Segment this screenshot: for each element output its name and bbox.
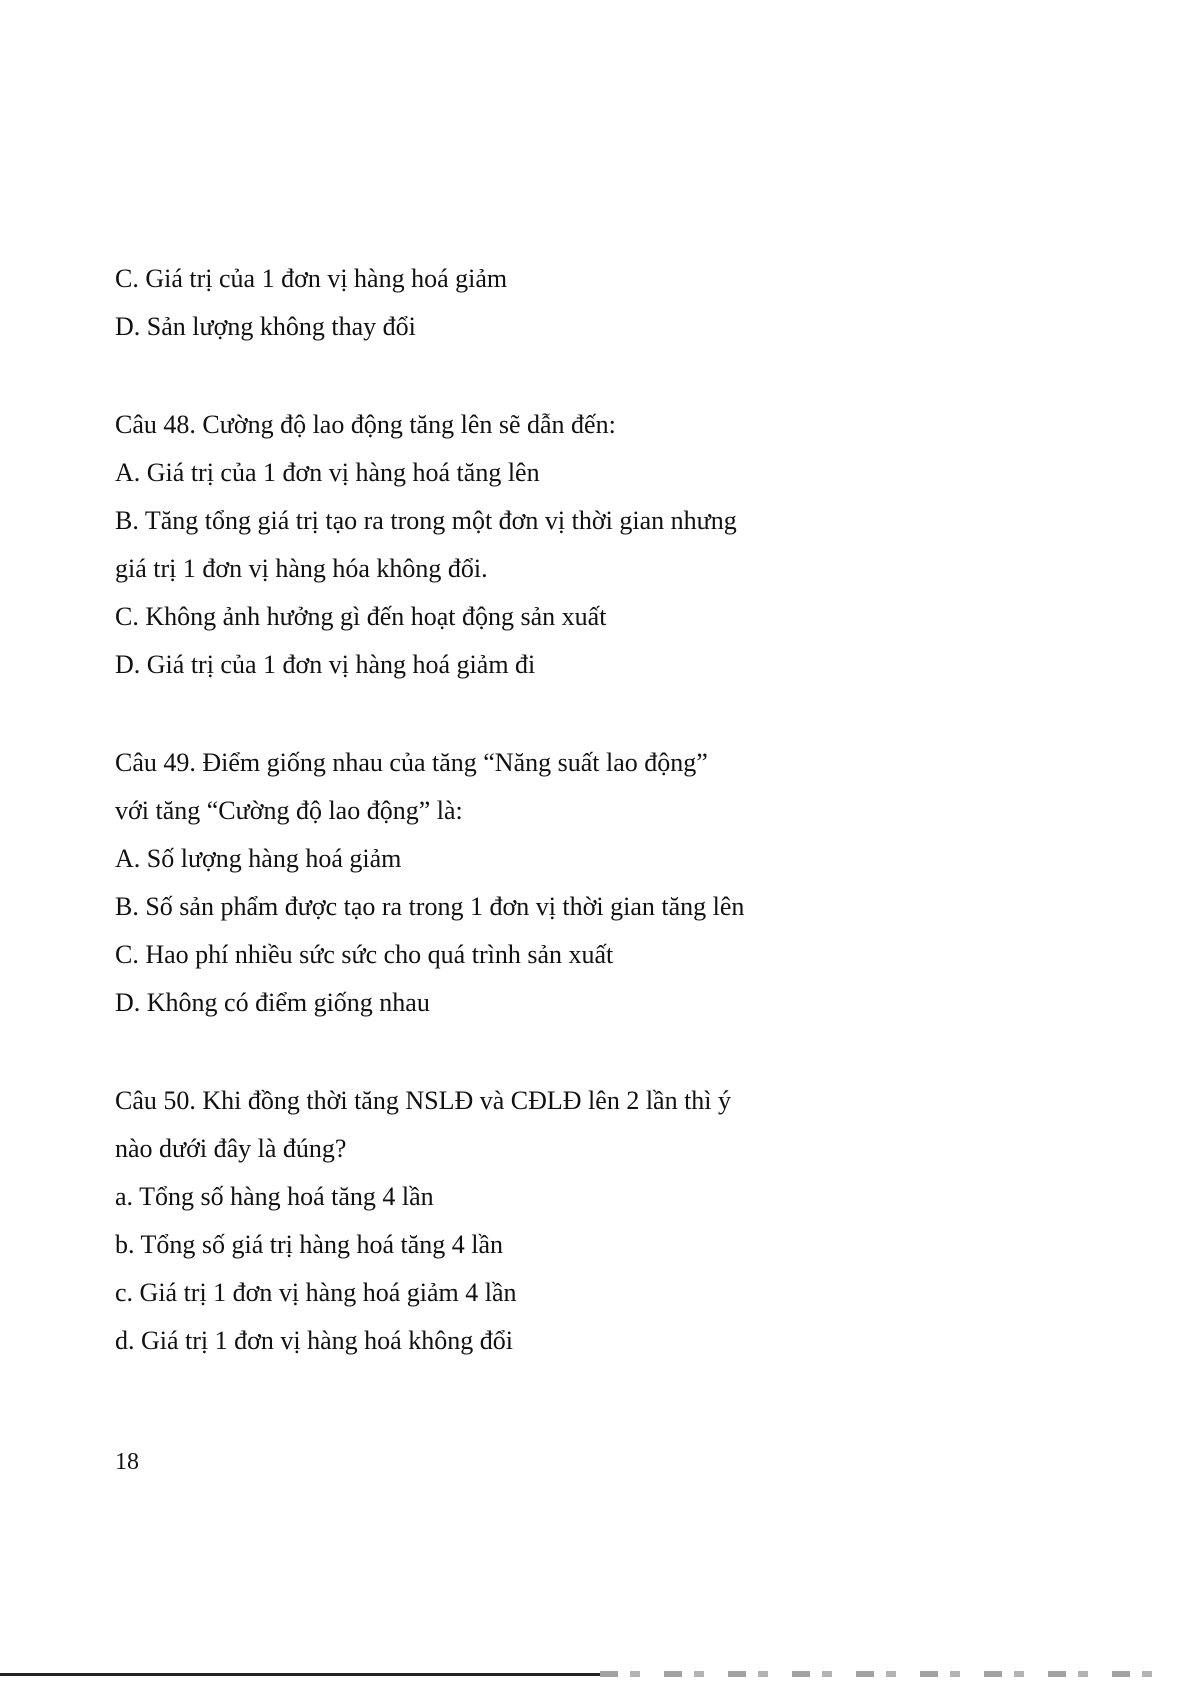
q48-option-c: C. Không ảnh hưởng gì đến hoạt động sản xuất (115, 602, 607, 631)
page-number: 18 (115, 1449, 139, 1475)
q47-option-d: D. Sản lượng không thay đổi (115, 312, 416, 341)
q49-option-d: D. Không có điểm giống nhau (115, 988, 430, 1017)
q50-option-a: a. Tổng số hàng hoá tăng 4 lần (115, 1182, 434, 1211)
q50-option-c: c. Giá trị 1 đơn vị hàng hoá giảm 4 lần (115, 1278, 517, 1307)
footer-rule (0, 1673, 600, 1676)
q49-option-b: B. Số sản phẩm được tạo ra trong 1 đơn vị thời gian tăng lên (115, 892, 745, 921)
q49-option-a: A. Số lượng hàng hoá giảm (115, 844, 402, 873)
q50-question: Câu 50. Khi đồng thời tăng NSLĐ và CĐLĐ lên 2 lần thì ý (115, 1086, 732, 1115)
q48-question: Câu 48. Cường độ lao động tăng lên sẽ dẫn đến: (115, 410, 616, 439)
q48-option-b-cont: giá trị 1 đơn vị hàng hóa không đổi. (115, 554, 488, 583)
q48-option-d: D. Giá trị của 1 đơn vị hàng hoá giảm đi (115, 650, 536, 679)
q49-option-c: C. Hao phí nhiều sức sức cho quá trình sản xuất (115, 940, 614, 969)
q49-question: Câu 49. Điểm giống nhau của tăng “Năng suất lao động” (115, 748, 708, 777)
q50-question-cont: nào dưới đây là đúng? (115, 1134, 347, 1163)
q48-option-b: B. Tăng tổng giá trị tạo ra trong một đơn vị thời gian nhưng (115, 506, 737, 535)
q47-option-c: C. Giá trị của 1 đơn vị hàng hoá giảm (115, 264, 508, 293)
q49-question-cont: với tăng “Cường độ lao động” là: (115, 796, 463, 825)
footer-scan-artifacts (600, 1671, 1160, 1677)
q50-option-b: b. Tổng số giá trị hàng hoá tăng 4 lần (115, 1230, 504, 1259)
q50-option-d: d. Giá trị 1 đơn vị hàng hoá không đổi (115, 1326, 513, 1355)
q48-option-a: A. Giá trị của 1 đơn vị hàng hoá tăng lên (115, 458, 540, 487)
